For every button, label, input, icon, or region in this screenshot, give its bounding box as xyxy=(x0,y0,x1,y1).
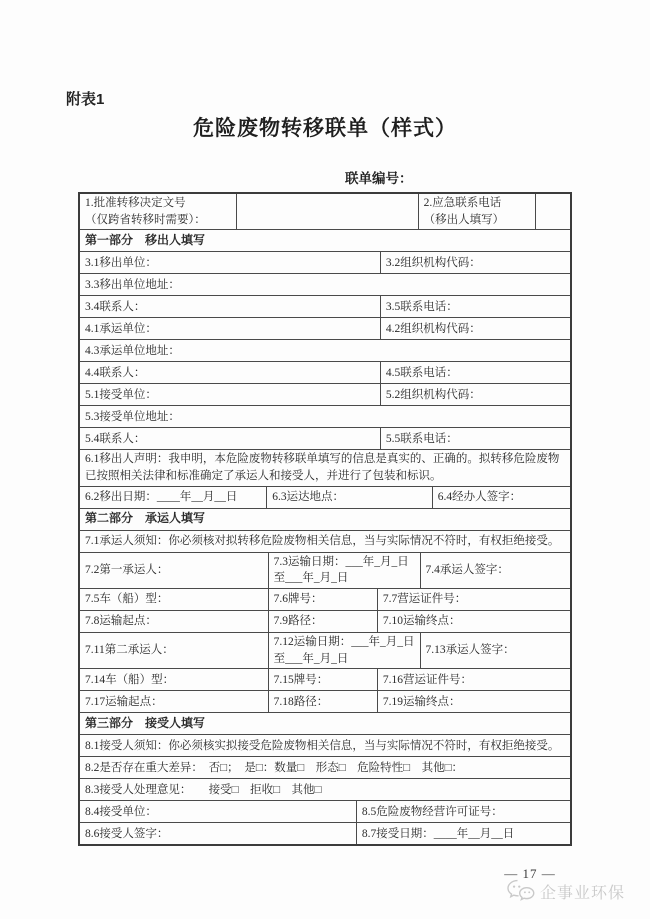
watermark xyxy=(506,878,625,904)
field-3-5-label: 3.5联系电话： xyxy=(380,296,570,317)
field-7-19-label: 7.19运输终点： xyxy=(377,691,570,712)
field-6-1-declaration: 6.1移出人声明：我申明，本危险废物转移联单填写的信息是真实的、正确的。拟转移危险废物已按照相关法律和标准确定了承运人和接受人，并进行了包装和标识。 xyxy=(85,453,560,483)
row-7-14 xyxy=(80,668,570,690)
row-7-17 xyxy=(80,690,570,712)
field-4-5-label: 4.5联系电话： xyxy=(380,362,570,383)
field-7-6-label: 7.6牌号： xyxy=(268,589,377,610)
row-7-8 xyxy=(80,610,570,632)
appendix-label: 附表1 xyxy=(66,91,105,108)
row-6-2 xyxy=(80,486,570,508)
field-7-3-label xyxy=(268,553,420,588)
field-5-5-label: 5.5联系电话： xyxy=(380,428,570,449)
emergency-phone-line2: （移出人填写） xyxy=(423,213,505,226)
field-5-2-label: 5.2组织机构代码： xyxy=(380,384,570,405)
row-5-3 xyxy=(80,405,570,427)
section2-header-row xyxy=(80,508,570,530)
field-7-12-label xyxy=(268,633,420,668)
field-8-5-label: 8.5危险废物经营许可证号： xyxy=(356,801,570,822)
approval-doc-number-value-cell xyxy=(236,194,418,229)
row-7-2 xyxy=(80,552,570,588)
approval-doc-number-label xyxy=(80,194,236,229)
manifest-form-table xyxy=(78,192,572,846)
field-6-3-label: 6.3运达地点： xyxy=(266,487,432,508)
row-4-1 xyxy=(80,317,570,339)
row-8-3 xyxy=(80,778,570,800)
field-7-9-label: 7.9路径： xyxy=(268,611,377,632)
field-7-14-label: 7.14车（船）型： xyxy=(85,673,175,686)
wechat-icon xyxy=(506,878,536,904)
field-3-2-label: 3.2组织机构代码： xyxy=(380,252,570,273)
form-title: 危险废物转移联单（样式） xyxy=(193,117,457,140)
field-8-1-notice: 8.1接受人须知：你必须核实拟接受危险废物相关信息，当与实际情况不符时，有权拒绝接受。 xyxy=(85,739,560,752)
row-5-1 xyxy=(80,383,570,405)
field-3-1-label: 3.1移出单位： xyxy=(85,256,157,269)
section2-title: 第二部分 承运人填写 xyxy=(85,511,206,526)
row-8-2 xyxy=(80,756,570,778)
field-7-18-label: 7.18路径： xyxy=(268,691,377,712)
field-8-4-label: 8.4接受单位： xyxy=(85,805,157,818)
emergency-phone-value-cell xyxy=(535,194,570,229)
field-7-2-label: 7.2第一承运人： xyxy=(85,564,169,577)
field-4-4-label: 4.4联系人： xyxy=(85,366,146,379)
section1-header-row xyxy=(80,229,570,251)
section3-header-row xyxy=(80,712,570,734)
row-3-3 xyxy=(80,273,570,295)
field-7-11-label: 7.11第二承运人： xyxy=(85,644,174,657)
field-7-10-label: 7.10运输终点： xyxy=(377,611,570,632)
row-7-11 xyxy=(80,632,570,668)
field-4-1-label: 4.1承运单位： xyxy=(85,322,157,335)
approval-doc-number-line1: 1.批准转移决定文号 xyxy=(85,197,186,209)
field-7-12-line2: 至___年_月_日 xyxy=(273,652,349,665)
field-6-2-label: 6.2移出日期：____年__月__日 xyxy=(85,490,238,503)
emergency-phone-line1: 2.应急联系电话 xyxy=(423,197,502,209)
field-7-15-label: 7.15牌号： xyxy=(268,669,377,690)
field-4-2-label: 4.2组织机构代码： xyxy=(380,318,570,339)
row-8-4 xyxy=(80,800,570,822)
row-8-1 xyxy=(80,734,570,756)
field-7-3-line1: 7.3运输日期：___年_月_日 xyxy=(273,555,409,568)
manifest-number-label: 联单编号： xyxy=(345,171,413,186)
field-5-1-label: 5.1接受单位： xyxy=(85,388,157,401)
field-3-4-label: 3.4联系人： xyxy=(85,300,146,313)
field-4-3-label: 4.3承运单位地址： xyxy=(85,344,180,357)
field-6-4-label: 6.4经办人签字： xyxy=(432,487,570,508)
section1-title: 第一部分 移出人填写 xyxy=(85,233,206,248)
field-3-3-label: 3.3移出单位地址： xyxy=(85,278,180,291)
row-3-4 xyxy=(80,295,570,317)
row-7-1 xyxy=(80,530,570,552)
row-3-1 xyxy=(80,251,570,273)
field-8-7-label: 8.7接受日期：____年__月__日 xyxy=(356,823,570,844)
row-6-1 xyxy=(80,449,570,485)
watermark-text: 企事业环保 xyxy=(540,884,626,902)
field-5-3-label: 5.3接受单位地址： xyxy=(85,410,180,423)
field-7-17-label: 7.17运输起点： xyxy=(85,695,163,708)
field-8-2-discrepancy: 8.2是否存在重大差异： 否□； 是□：数量□ 形态□ 危险特性□ 其他□： xyxy=(85,761,464,774)
approval-doc-number-line2: （仅跨省转移时需要）： xyxy=(85,213,206,226)
field-7-13-label: 7.13承运人签字： xyxy=(420,633,570,668)
field-7-7-label: 7.7营运证件号： xyxy=(377,589,570,610)
page-number: — 17 — xyxy=(504,866,556,881)
field-7-4-label: 7.4承运人签字： xyxy=(420,553,570,588)
emergency-phone-label xyxy=(418,194,536,229)
row-4-3 xyxy=(80,339,570,361)
row-4-4 xyxy=(80,361,570,383)
field-7-8-label: 7.8运输起点： xyxy=(85,615,157,628)
row-5-4 xyxy=(80,427,570,449)
row-8-6 xyxy=(80,822,570,844)
field-7-1-notice: 7.1承运人须知：你必须核对拟转移危险废物相关信息，当与实际情况不符时，有权拒绝接受。 xyxy=(85,534,560,547)
field-8-3-opinion: 8.3接受人处理意见： 接受□ 拒收□ 其他□ xyxy=(85,783,322,796)
field-5-4-label: 5.4联系人： xyxy=(85,432,146,445)
row-approval-emergency xyxy=(80,194,570,229)
field-7-12-line1: 7.12运输日期：___年_月_日 xyxy=(273,636,415,649)
field-8-6-label: 8.6接受人签字： xyxy=(85,827,169,840)
field-7-16-label: 7.16营运证件号： xyxy=(377,669,570,690)
row-7-5 xyxy=(80,588,570,610)
section3-title: 第三部分 接受人填写 xyxy=(85,716,206,731)
field-7-3-line2: 至___年_月_日 xyxy=(273,572,349,585)
field-7-5-label: 7.5车（船）型： xyxy=(85,593,169,606)
